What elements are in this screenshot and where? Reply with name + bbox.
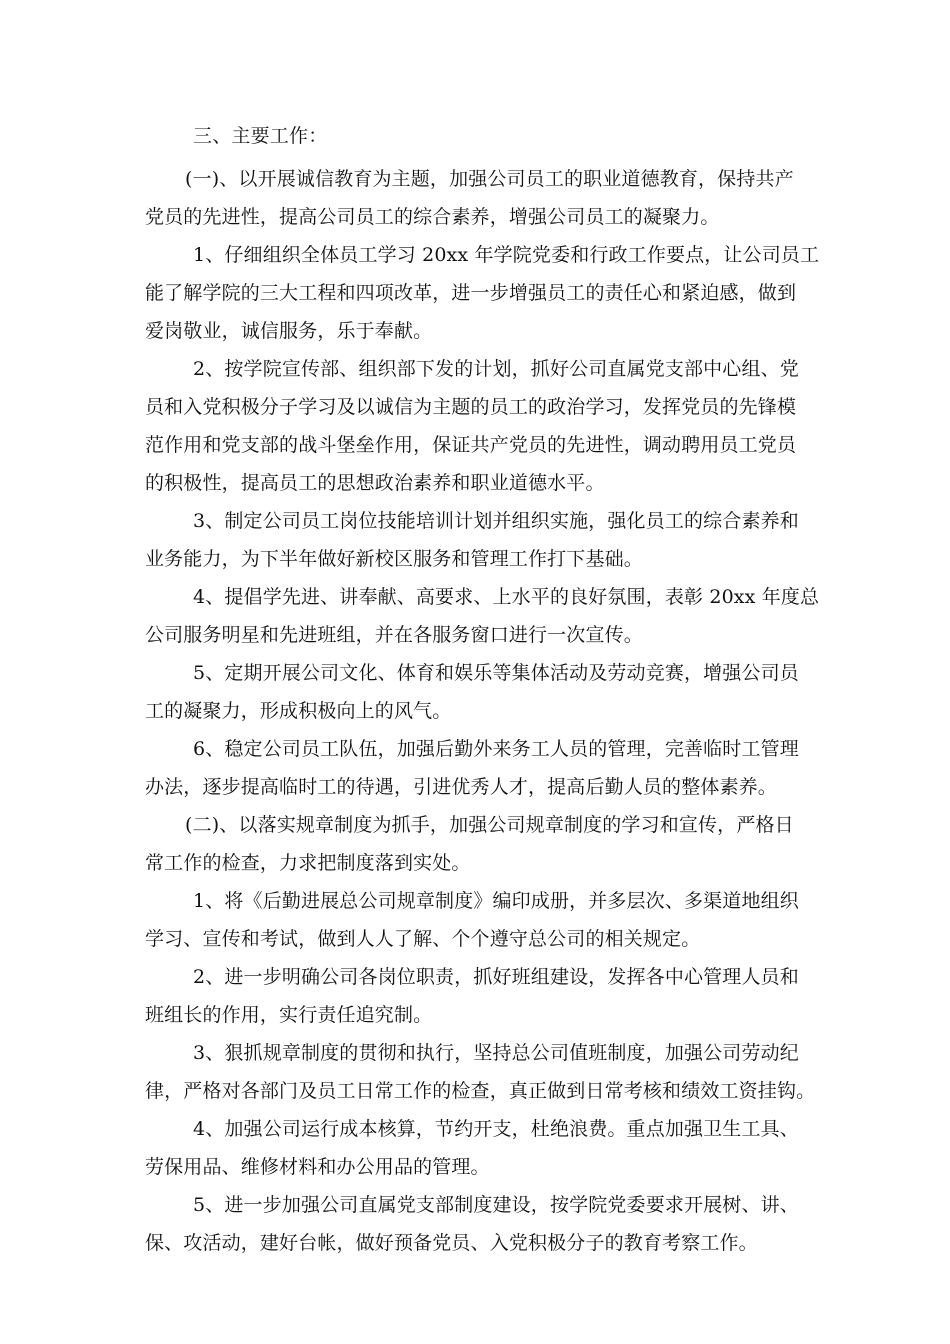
paragraph-item-2-1: [145, 882, 805, 958]
paragraph-line: 保、攻活动，建好台帐，做好预备党员、入党积极分子的教育考察工作。: [145, 1232, 758, 1254]
paragraph-line: 业务能力，为下半年做好新校区服务和管理工作打下基础。: [145, 548, 643, 570]
paragraph-line: 1、将《后勤进展总公司规章制度》编印成册，并多层次、多渠道地组织: [193, 890, 799, 912]
paragraph-item-2-4: [145, 1110, 805, 1186]
paragraph-line: 5、进一步加强公司直属党支部制度建设，按学院党委要求开展树、讲、: [193, 1194, 799, 1216]
paragraph-line: 4、加强公司运行成本核算，节约开支，杜绝浪费。重点加强卫生工具、: [193, 1118, 799, 1140]
paragraph-line: 工的凝聚力，形成积极向上的风气。: [145, 700, 452, 722]
paragraph-item-1-2: [145, 350, 805, 502]
paragraph-line: 学习、宣传和考试，做到人人了解、个个遵守总公司的相关规定。: [145, 928, 701, 950]
paragraph-item-1-4: [145, 578, 820, 654]
paragraph-item-1-5: [145, 654, 805, 730]
paragraph-line: (一)、以开展诚信教育为主题，加强公司员工的职业道德教育，保持共产: [185, 168, 794, 190]
paragraph-line: (二)、以落实规章制度为抓手，加强公司规章制度的学习和宣传，严格日: [185, 814, 794, 836]
paragraph-line: 律，严格对各部门及员工日常工作的检查，真正做到日常考核和绩效工资挂钩。: [145, 1080, 816, 1102]
paragraph-line: 能了解学院的三大工程和四项改革，进一步增强员工的责任心和紧迫感，做到: [145, 282, 797, 304]
paragraph-line: 班组长的作用，实行责任追究制。: [145, 1004, 433, 1026]
paragraph-item-2-5: [145, 1186, 805, 1262]
paragraph-line: 2、进一步明确公司各岗位职责，抓好班组建设，发挥各中心管理人员和: [193, 966, 799, 988]
paragraph-line: 2、按学院宣传部、组织部下发的计划，抓好公司直属党支部中心组、党: [193, 358, 799, 380]
paragraph-item-2-2: [145, 958, 805, 1034]
paragraph-section-1: [145, 160, 805, 236]
paragraph-line: 爱岗敬业，诚信服务，乐于奉献。: [145, 320, 433, 342]
paragraph-line: 劳保用品、维修材料和办公用品的管理。: [145, 1156, 490, 1178]
paragraph-item-1-6: [145, 730, 805, 806]
paragraph-line: 4、提倡学先进、讲奉献、高要求、上水平的良好氛围，表彰 20xx 年度总: [193, 586, 820, 608]
paragraph-line: 员和入党积极分子学习及以诚信为主题的员工的政治学习，发挥党员的先锋模: [145, 396, 797, 418]
paragraph-line: 5、定期开展公司文化、体育和娱乐等集体活动及劳动竞赛，增强公司员: [193, 662, 799, 684]
paragraph-line: 3、狠抓规章制度的贯彻和执行，坚持总公司值班制度，加强公司劳动纪: [193, 1042, 799, 1064]
paragraph-item-2-3: [145, 1034, 816, 1110]
paragraph-item-1-3: [145, 502, 805, 578]
paragraph-line: 1、仔细组织全体员工学习 20xx 年学院党委和行政工作要点，让公司员工: [193, 244, 820, 266]
paragraph-line: 公司服务明星和先进班组，并在各服务窗口进行一次宣传。: [145, 624, 643, 646]
paragraph-line: 6、稳定公司员工队伍，加强后勤外来务工人员的管理，完善临时工管理: [193, 738, 799, 760]
paragraph-line: 范作用和党支部的战斗堡垒作用，保证共产党员的先进性，调动聘用员工党员: [145, 434, 797, 456]
paragraph-line: 3、制定公司员工岗位技能培训计划并组织实施，强化员工的综合素养和: [193, 510, 799, 532]
paragraph-line: 党员的先进性，提高公司员工的综合素养，增强公司员工的凝聚力。: [145, 206, 720, 228]
document-body: [145, 112, 820, 1262]
paragraph-section-2: [145, 806, 805, 882]
paragraph-line: 常工作的检查，力求把制度落到实处。: [145, 852, 471, 874]
section-heading: 三、主要工作：: [193, 125, 328, 147]
paragraph-line: 的积极性，提高员工的思想政治素养和职业道德水平。: [145, 472, 605, 494]
paragraph-item-1-1: [145, 236, 820, 350]
paragraph-line: 办法，逐步提高临时工的待遇，引进优秀人才，提高后勤人员的整体素养。: [145, 776, 777, 798]
